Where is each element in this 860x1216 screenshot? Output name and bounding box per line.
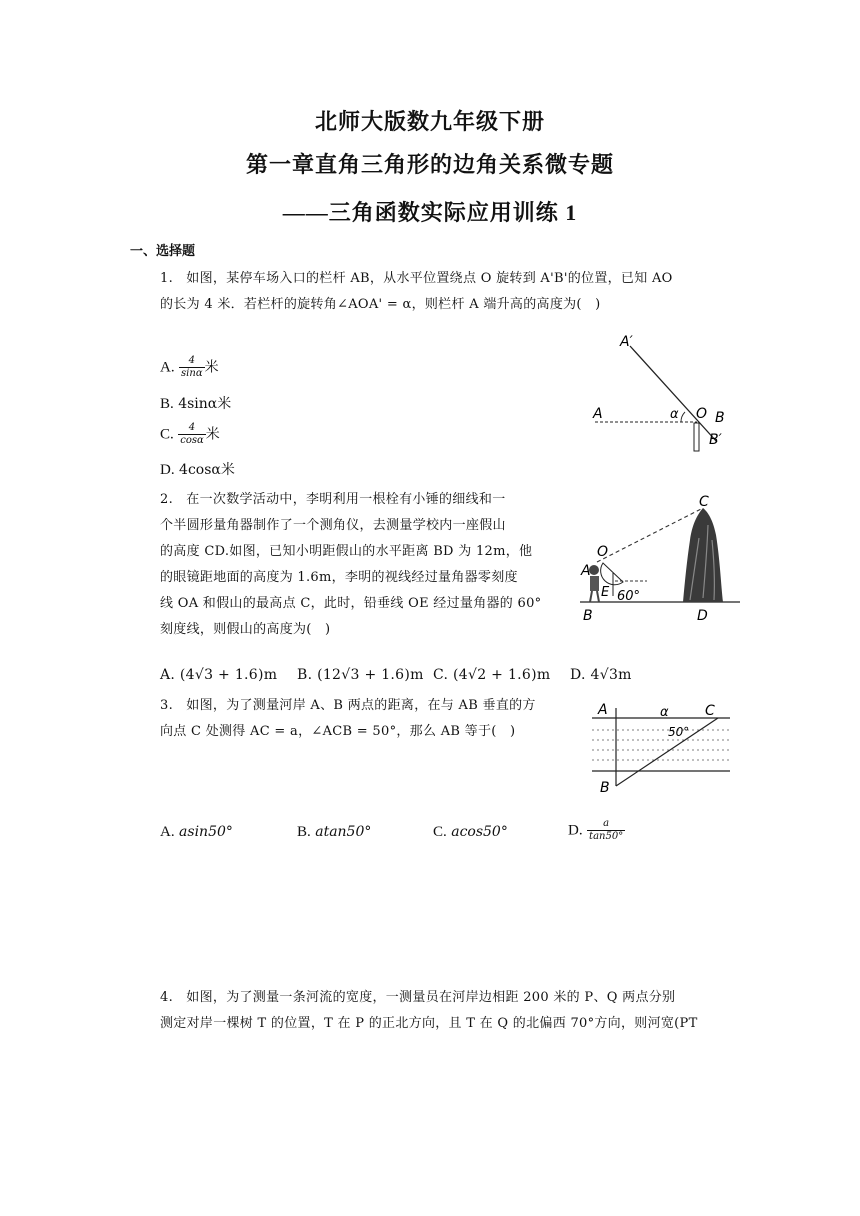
label-c: C [705, 703, 715, 719]
option-label: B. [160, 396, 174, 412]
label-e: E [601, 585, 610, 600]
fraction: $\frac{a}{\tan 50^\circ}$ [589, 818, 624, 842]
label-angle: 60° [617, 589, 641, 604]
question-2-option-c[interactable]: C. (4√2 + 1.6)m [433, 667, 551, 683]
option-label: A. [160, 824, 175, 840]
question-1-option-d[interactable] [160, 459, 235, 479]
question-2-line-2: 个半圆形量角器制作了一个测角仪，去测量学校内一座假山 [160, 518, 506, 533]
option-label: A. [160, 359, 175, 376]
label-a-prime: A′ [620, 334, 633, 350]
option-label: D. [568, 822, 583, 839]
question-3-option-b[interactable] [297, 824, 371, 841]
page-subtitle: 第一章直角三角形的边角关系微专题 [245, 152, 614, 177]
question-1-text [160, 266, 740, 318]
label-a: A [581, 563, 591, 579]
option-text: 4sinα米 [178, 396, 232, 412]
page-title: 北师大版数九年级下册 [314, 109, 545, 134]
label-b-prime: B′ [709, 432, 722, 448]
label-b: B [600, 780, 610, 796]
figure-rockery [575, 490, 745, 625]
question-2-line-5: 线 OA 和假山的最高点 C，此时，铅垂线 OE 经过量角器的 60° [160, 596, 542, 611]
option-label: B. [297, 824, 311, 840]
question-3-option-a[interactable] [160, 824, 233, 841]
question-3-line-2: 向点 C 处测得 AC = a，∠ACB = 50°，那么 AB 等于( ) [160, 724, 516, 739]
option-text: atan50° [315, 824, 372, 840]
question-3-line-1: 3. 如图，为了测量河岸 A、B 两点的距离，在与 AB 垂直的方 [160, 698, 536, 713]
label-c: C [699, 494, 709, 510]
label-angle: 50° [668, 725, 690, 739]
question-4-text [160, 985, 740, 1037]
figure-river [590, 698, 735, 798]
question-2-option-b[interactable]: B. (12√3 + 1.6)m [297, 667, 424, 683]
question-3-text [160, 693, 580, 745]
question-3-option-c[interactable] [433, 824, 508, 841]
label-b: B [583, 608, 593, 624]
label-alpha: α [670, 407, 679, 422]
option-label: D. [160, 462, 175, 478]
option-label: C. [433, 824, 447, 840]
label-a: A [593, 406, 603, 422]
question-2-option-a[interactable]: A. (4√3 + 1.6)m [160, 667, 278, 683]
question-4-line-1: 4. 如图，为了测量一条河流的宽度，一测量员在河岸边相距 200 米的 P、Q 两点分别 [160, 990, 676, 1005]
fraction: $\frac{4}{\sin\alpha}$ [181, 355, 203, 379]
question-3-option-d[interactable] [568, 818, 625, 843]
question-2-line-4: 的眼镜距地面的高度为 1.6m，李明的视线经过量角器零刻度 [160, 570, 518, 585]
option-text: 4cosα米 [179, 462, 235, 478]
question-1-option-a[interactable]: A. $\frac{4}{\sin\alpha}$ 米 [160, 355, 219, 379]
question-2-line-6: 刻度线，则假山的高度为( ) [160, 622, 331, 637]
option-label: C. [160, 426, 174, 443]
question-1-option-c[interactable]: C. $\frac{4}{\cos\alpha}$ 米 [160, 422, 220, 446]
option-text: asin50° [179, 824, 233, 840]
question-1-line-2: 的长为 4 米．若栏杆的旋转角∠AOA' = α，则栏杆 A 端升高的高度为( ) [160, 297, 601, 312]
label-o: O [696, 406, 708, 422]
label-alpha: α [660, 705, 669, 720]
question-2-line-1: 2. 在一次数学活动中，李明利用一根栓有小锤的细线和一 [160, 492, 506, 507]
label-d: D [697, 608, 708, 624]
question-1-line-1: 1. 如图，某停车场入口的栏杆 AB，从水平位置绕点 O 旋转到 A'B'的位置，已知 AO [160, 271, 673, 286]
fraction: $\frac{4}{\cos\alpha}$ [180, 422, 204, 446]
page-subtitle-2: ——三角函数实际应用训练 1 [282, 200, 578, 225]
label-a: A [598, 702, 608, 718]
question-2-line-3: 的高度 CD.如图，已知小明距假山的水平距离 BD 为 12m，他 [160, 544, 533, 559]
question-1-option-b[interactable] [160, 393, 231, 413]
question-2-option-d[interactable]: D. 4√3m [570, 667, 632, 683]
option-text: acos50° [451, 824, 508, 840]
figure-parking-barrier [585, 330, 735, 455]
label-o: O [597, 544, 609, 560]
section-heading: 一、选择题 [130, 244, 196, 259]
label-b: B [715, 410, 725, 426]
question-4-line-2: 测定对岸一棵树 T 的位置，T 在 P 的正北方向，且 T 在 Q 的北偏西 70°方向，则河宽(PT [160, 1016, 698, 1031]
question-2-text [160, 487, 580, 643]
